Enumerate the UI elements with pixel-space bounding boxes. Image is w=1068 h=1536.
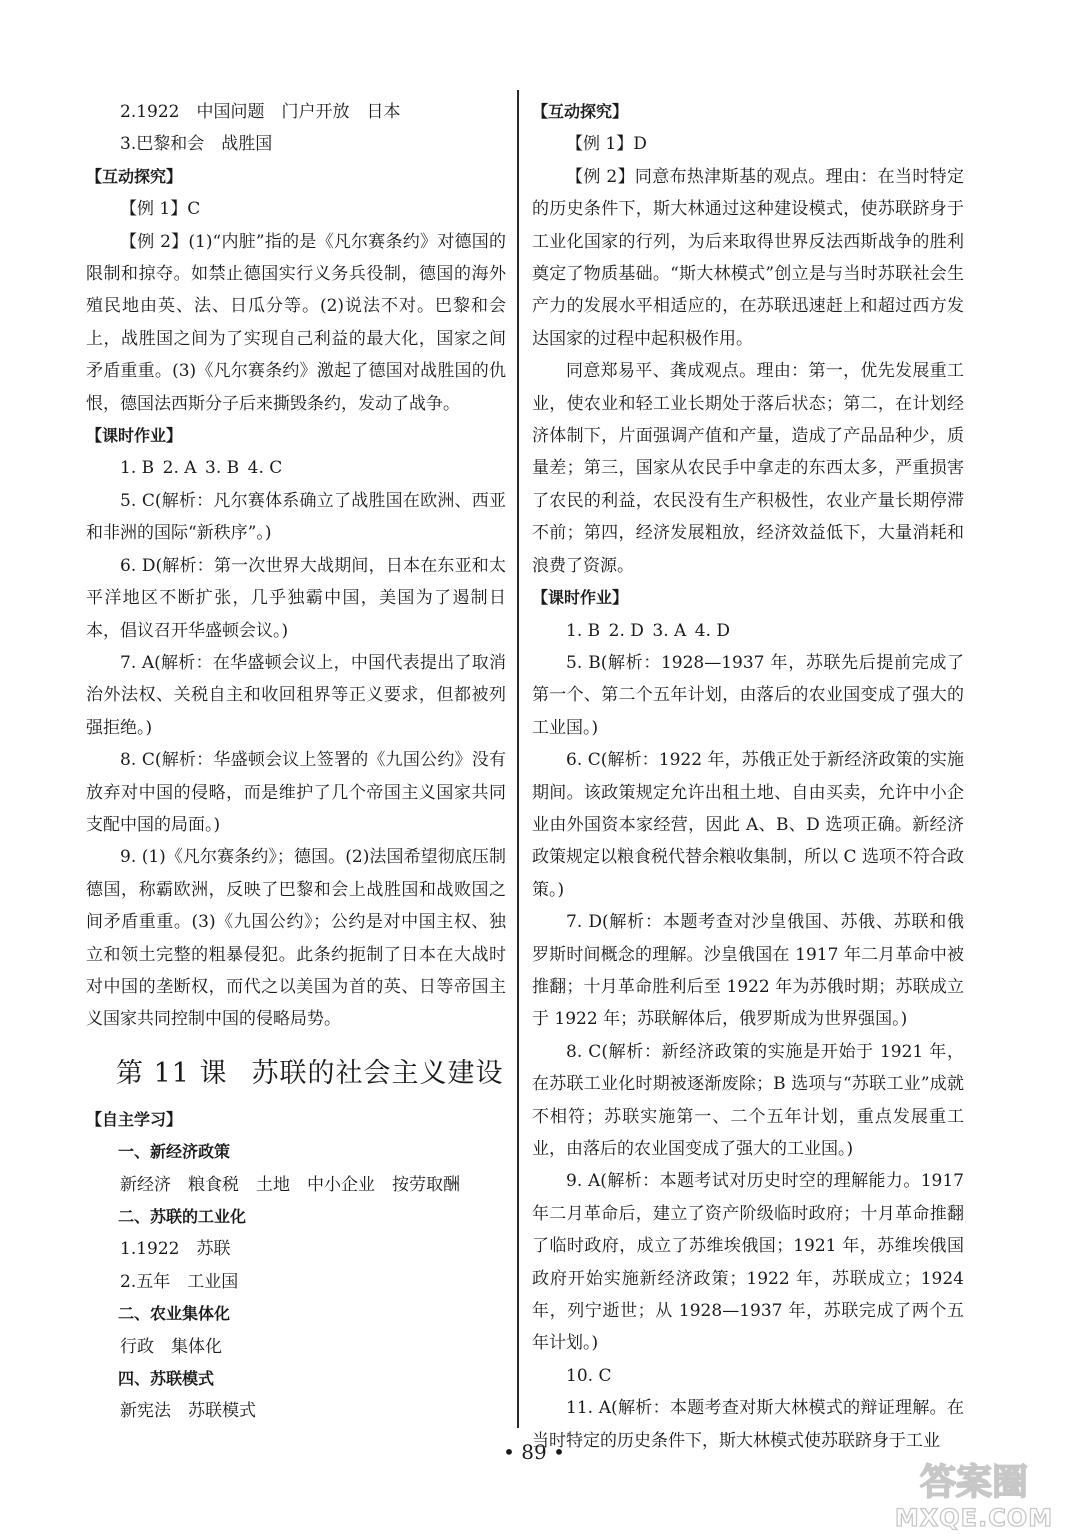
subsection-heading: 二、苏联的工业化 <box>118 1207 247 1226</box>
column-divider <box>517 90 519 1428</box>
watermark-text-bottom: MXQE.COM <box>894 1504 1054 1532</box>
question-answer: 11. A(解析：本题考查对斯大林模式的辩证理解。在当时特定的历史条件下，斯大林模式使苏联跻身于工业 <box>532 1398 964 1451</box>
section-heading: 【课时作业】 <box>532 588 629 608</box>
question-answer: 7. A(解析：在华盛顿会议上，中国代表提出了取消治外法权、关税自主和收回租界等正义要求，但都被列强拒绝。) <box>86 652 506 738</box>
watermark-logo <box>888 1454 1060 1532</box>
right-column <box>532 96 964 1457</box>
example-answer: 【例 2】同意布热津斯基的观点。理由：在当时特定的历史条件下，斯大林通过这种建设模式，使苏联跻身于工业化国家的行列，为后来取得世界反法西斯战争的胜利奠定了物质基础。“斯大林模式”创立是与当时苏联社会生产力的发展水平相适应的，在苏联迅速赶上和超过西方发达国家的过程中起积极作用。 <box>532 166 964 349</box>
question-answer: 5. B(解析：1928—1937 年，苏联先后提前完成了第一个、第二个五年计划，由落后的农业国变成了强大的工业国。) <box>532 652 964 738</box>
answer-line: 2.五年 工业国 <box>120 1271 239 1292</box>
question-answer: 8. C(解析：华盛顿会议上签署的《九国公约》没有放弃对中国的侵略，而是维护了几个帝国主义国家共同支配中国的局面。) <box>86 750 506 835</box>
question-answer: 8. C(解析：新经济政策的实施是开始于 1921 年，在苏联工业化时期被逐渐废除；B 选项与“苏联工业”成就不相符；苏联实施第一、二个五年计划，重点发展重工业，由落后的农业国变成了强大的工业国。) <box>532 1041 964 1159</box>
question-answer: 9. (1)《凡尔赛条约》；德国。(2)法国希望彻底压制德国，称霸欧洲，反映了巴黎和会上战胜国和战败国之间矛盾重重。(3)《九国公约》；公约是对中国主权、独立和领土完整的粗暴侵犯。此条约扼制了日本在大战时对中国的垄断权，而代之以美国为首的英、日等帝国主义国家共同控制中国的侵略局势。 <box>86 847 506 1030</box>
section-heading: 【课时作业】 <box>86 426 183 446</box>
answer-line: 2.1922 中国问题 门户开放 日本 <box>120 102 401 122</box>
choice-answers: 1. B 2. A 3. B 4. C <box>120 458 283 479</box>
choice-answers: 1. B 2. D 3. A 4. D <box>566 620 731 641</box>
question-answer: 7. D(解析：本题考查对沙皇俄国、苏俄、苏联和俄罗斯时间概念的理解。沙皇俄国在 1917 年二月革命中被推翻；十月革命胜利后至 1922 年为苏俄时期；苏联成立于 1922 年；苏联解体后，俄罗斯成为世界强国。) <box>532 912 964 1030</box>
question-answer: 5. C(解析：凡尔赛体系确立了战胜国在欧洲、西亚和非洲的国际“新秩序”。) <box>86 490 506 544</box>
section-heading: 【自主学习】 <box>86 1109 183 1129</box>
example-answer-continued: 同意郑易平、龚成观点。理由：第一，优先发展重工业，使农业和轻工业长期处于落后状态；第二，在计划经济体制下，片面强调产值和产量，造成了产品品种少，质量差；第三，国家从农民手中拿走的东西太多，严重损害了农民的利益，农民没有生产积极性，农业产量长期停滞不前；第四，经济发展粗放，经济效益低下，大量消耗和浪费了资源。 <box>532 361 964 576</box>
question-answer: 10. C <box>566 1365 612 1386</box>
left-column <box>86 96 506 1428</box>
subsection-heading: 二、农业集体化 <box>118 1304 231 1324</box>
answer-line: 行政 集体化 <box>120 1336 222 1357</box>
watermark-text-top: 答案圈 <box>919 1462 1029 1503</box>
section-heading: 【互动探究】 <box>532 102 629 121</box>
answer-line: 1.1922 苏联 <box>120 1239 231 1260</box>
answer-line: 3.巴黎和会 战胜国 <box>120 134 273 155</box>
section-heading: 【互动探究】 <box>86 166 183 186</box>
lesson-title: 第 11 课 苏联的社会主义建设 <box>116 1057 504 1089</box>
example-answer: 【例 2】(1)“内脏”指的是《凡尔赛条约》对德国的限制和掠夺。如禁止德国实行义务兵役制，德国的海外殖民地由英、法、日瓜分等。(2)说法不对。巴黎和会上，战胜国之间为了实现自己利益的最大化，国家之间矛盾重重。(3)《凡尔赛条约》激起了德国对战胜国的仇恨，德国法西斯分子后来撕毁条约，发动了战争。 <box>86 231 506 414</box>
question-answer: 6. C(解析：1922 年，苏俄正处于新经济政策的实施期间。该政策规定允许出租土地、自由买卖，允许中小企业由外国资本家经营，因此 A、B、D 选项正确。新经济政策规定以粮食税代替余粮收集制，所以 C 选项不符合政策。) <box>532 750 964 900</box>
question-answer: 6. D(解析：第一次世界大战期间，日本在东亚和太平洋地区不断扩张，几乎独霸中国，美国为了遏制日本，倡议召开华盛顿会议。) <box>86 555 506 641</box>
example-answer: 【例 1】D <box>566 134 647 155</box>
subsection-heading: 一、新经济政策 <box>118 1142 231 1162</box>
answer-line: 新宪法 苏联模式 <box>120 1401 256 1422</box>
subsection-heading: 四、苏联模式 <box>118 1369 215 1389</box>
answer-line: 新经济 粮食税 土地 中小企业 按劳取酬 <box>120 1174 460 1195</box>
question-answer: 9. A(解析：本题考试对历史时空的理解能力。1917 年二月革命后，建立了资产阶级临时政府；十月革命推翻了临时政府，成立了苏维埃俄国；1921 年，苏维埃俄国政府开始实施新经济政策；1922 年，苏联成立；1924 年，列宁逝世；从 1928—1937 年，苏联完成了两个五年计划。) <box>532 1171 964 1354</box>
page-number: • 89 • <box>503 1440 565 1464</box>
example-answer: 【例 1】C <box>120 199 201 220</box>
